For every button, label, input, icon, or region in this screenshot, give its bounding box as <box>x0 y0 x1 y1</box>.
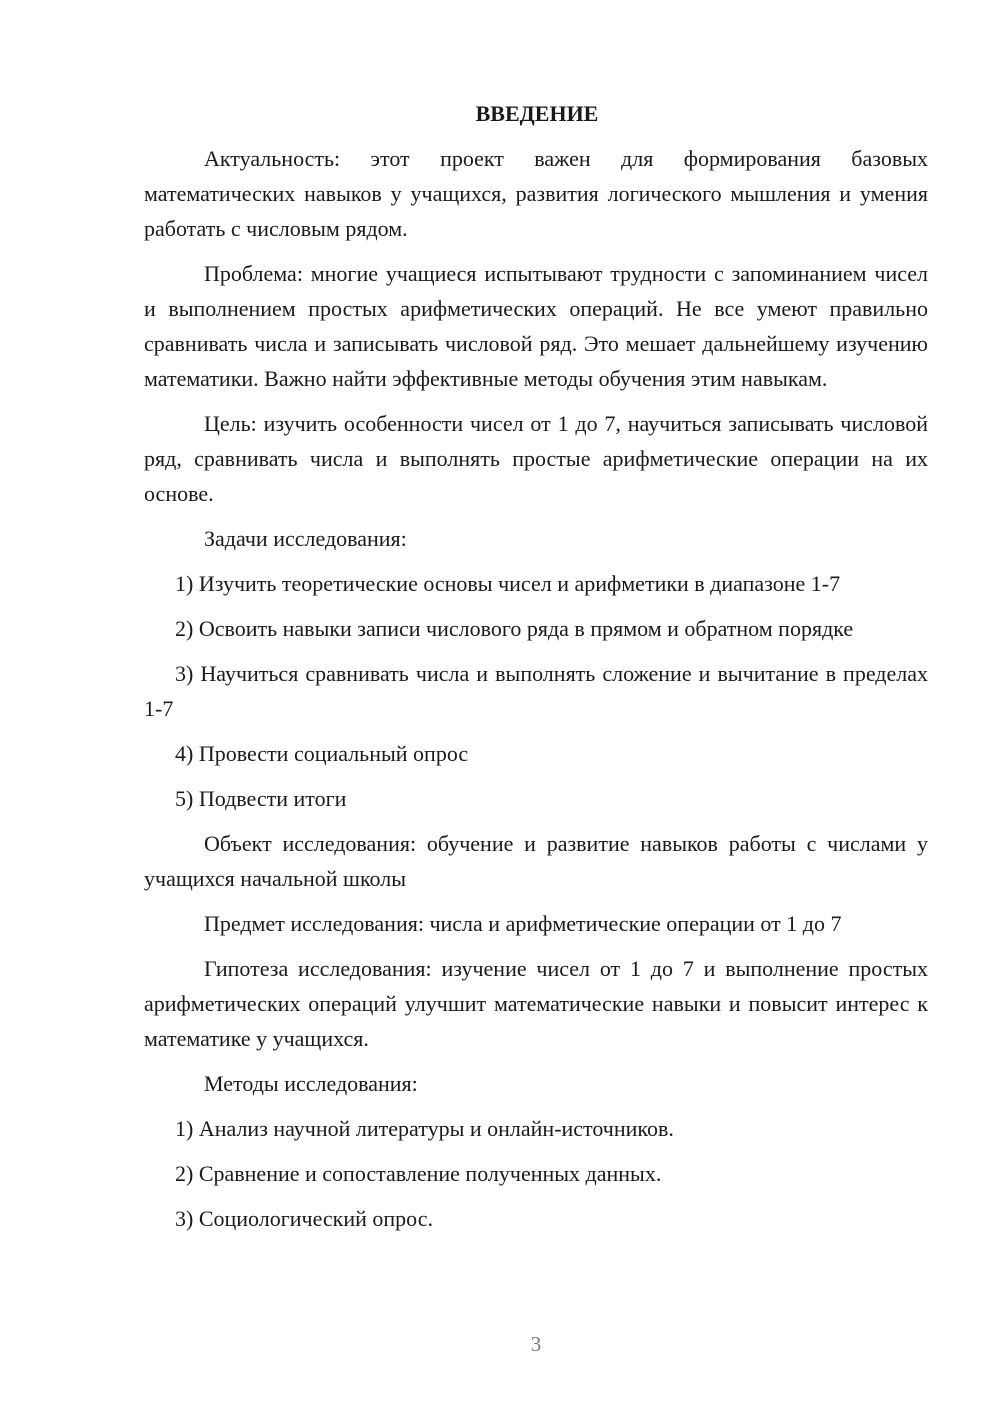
method-item: 2) Сравнение и сопоставление полученных данных. <box>175 1161 662 1186</box>
hypothesis-paragraph: Гипотеза исследования: изучение чисел от 1 до 7 и выполнение простых арифметических операций улучшит математические навыки и повысит интерес к математике у учащихся. <box>144 956 928 1051</box>
section-title: ВВЕДЕНИЕ <box>475 101 599 126</box>
goal-paragraph: Цель: изучить особенности чисел от 1 до 7, научиться записывать числовой ряд, сравнивать числа и выполнять простые арифметические операции на их основе. <box>144 411 928 506</box>
methods-heading: Методы исследования: <box>204 1071 418 1096</box>
task-item: 3) Научиться сравнивать числа и выполнять сложение и вычитание в пределах 1-7 <box>144 661 928 721</box>
object-paragraph: Объект исследования: обучение и развитие навыков работы с числами у учащихся начальной школы <box>144 831 928 891</box>
subject-paragraph: Предмет исследования: числа и арифметические операции от 1 до 7 <box>204 911 842 936</box>
task-item: 1) Изучить теоретические основы чисел и арифметики в диапазоне 1-7 <box>175 571 841 596</box>
task-item: 2) Освоить навыки записи числового ряда в прямом и обратном порядке <box>175 616 854 641</box>
method-item: 1) Анализ научной литературы и онлайн-источников. <box>175 1116 674 1141</box>
tasks-heading: Задачи исследования: <box>204 526 407 551</box>
relevance-paragraph: Актуальность: этот проект важен для формирования базовых математических навыков у учащихся, развития логического мышления и умения работать с числовым рядом. <box>144 146 928 241</box>
problem-paragraph: Проблема: многие учащиеся испытывают трудности с запоминанием чисел и выполнением простых арифметических операций. Не все умеют правильно сравнивать числа и записывать числовой ряд. Это мешает дальнейшему изучению математики. Важно найти эффективные методы обучения этим навыкам. <box>144 261 928 391</box>
page-number: 3 <box>530 1332 542 1356</box>
task-item: 4) Провести социальный опрос <box>175 741 469 766</box>
page-content <box>144 96 928 1246</box>
method-item: 3) Социологический опрос. <box>175 1206 433 1231</box>
task-item: 5) Подвести итоги <box>175 786 347 811</box>
